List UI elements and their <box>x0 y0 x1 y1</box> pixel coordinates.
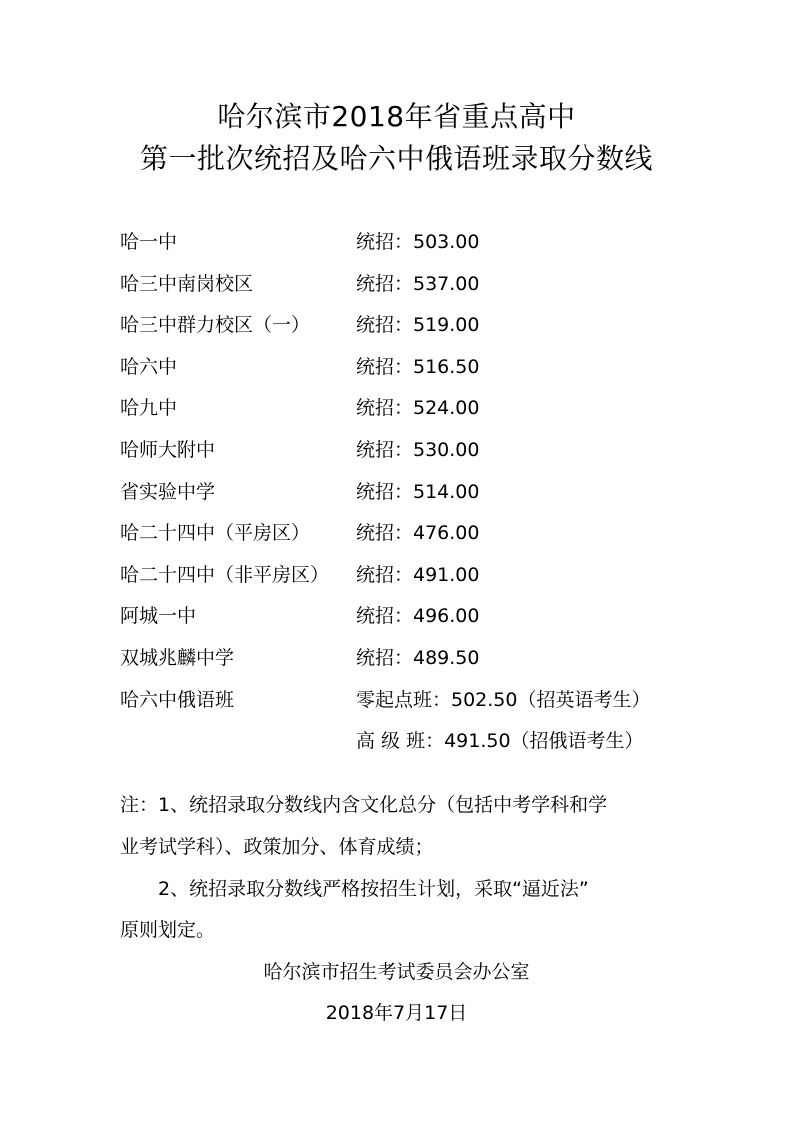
score-row <box>120 560 720 590</box>
score-row <box>120 643 720 673</box>
school-name: 哈六中俄语班 <box>120 689 235 711</box>
document-title-line-1: 哈尔滨市2018年省重点高中 <box>217 100 576 133</box>
score-row <box>120 310 720 340</box>
school-name: 哈三中群力校区（一） <box>120 314 311 336</box>
issuing-office: 哈尔滨市招生考试委员会办公室 <box>263 961 530 983</box>
school-name: 阿城一中 <box>120 605 197 627</box>
score-row <box>120 352 720 382</box>
cutoff-score: 统招：476.00 <box>356 522 480 544</box>
school-name: 哈九中 <box>120 397 178 419</box>
cutoff-score: 统招：530.00 <box>356 439 480 461</box>
score-row <box>120 269 720 299</box>
cutoff-score: 统招：503.00 <box>356 231 480 253</box>
note-1-line-1: 注：1、统招录取分数线内含文化总分（包括中考学科和学 <box>120 794 608 816</box>
note-2-line-1: 2、统招录取分数线严格按招生计划，采取“逼近法” <box>158 878 589 900</box>
score-row <box>120 601 720 631</box>
score-row <box>120 726 720 756</box>
school-name: 哈三中南岗校区 <box>120 273 254 295</box>
score-row <box>120 227 720 257</box>
cutoff-score: 零起点班：502.50（招英语考生） <box>356 689 651 711</box>
school-name: 双城兆麟中学 <box>120 647 235 669</box>
score-row <box>120 477 720 507</box>
school-name: 哈二十四中（平房区） <box>120 522 311 544</box>
cutoff-score: 统招：514.00 <box>356 481 480 503</box>
school-name: 省实验中学 <box>120 481 216 503</box>
cutoff-score: 高 级 班：491.50（招俄语考生） <box>356 730 644 752</box>
school-name: 哈六中 <box>120 356 178 378</box>
score-row <box>120 435 720 465</box>
cutoff-score: 统招：489.50 <box>356 647 480 669</box>
school-name: 哈二十四中（非平房区） <box>120 564 330 586</box>
cutoff-score: 统招：516.50 <box>356 356 480 378</box>
score-row <box>120 518 720 548</box>
cutoff-score: 统招：496.00 <box>356 605 480 627</box>
score-row <box>120 393 720 423</box>
cutoff-score: 统招：491.00 <box>356 564 480 586</box>
cutoff-score: 统招：524.00 <box>356 397 480 419</box>
note-2-line-2: 原则划定。 <box>120 919 216 941</box>
school-name: 哈一中 <box>120 231 178 253</box>
note-1-line-2: 业考试学科）、政策加分、体育成绩； <box>120 836 434 858</box>
score-row <box>120 685 720 715</box>
issue-date: 2018年7月17日 <box>325 1002 468 1024</box>
cutoff-score: 统招：537.00 <box>356 273 480 295</box>
school-name: 哈师大附中 <box>120 439 216 461</box>
cutoff-score: 统招：519.00 <box>356 314 480 336</box>
document-title-line-2: 第一批次统招及哈六中俄语班录取分数线 <box>139 142 653 175</box>
